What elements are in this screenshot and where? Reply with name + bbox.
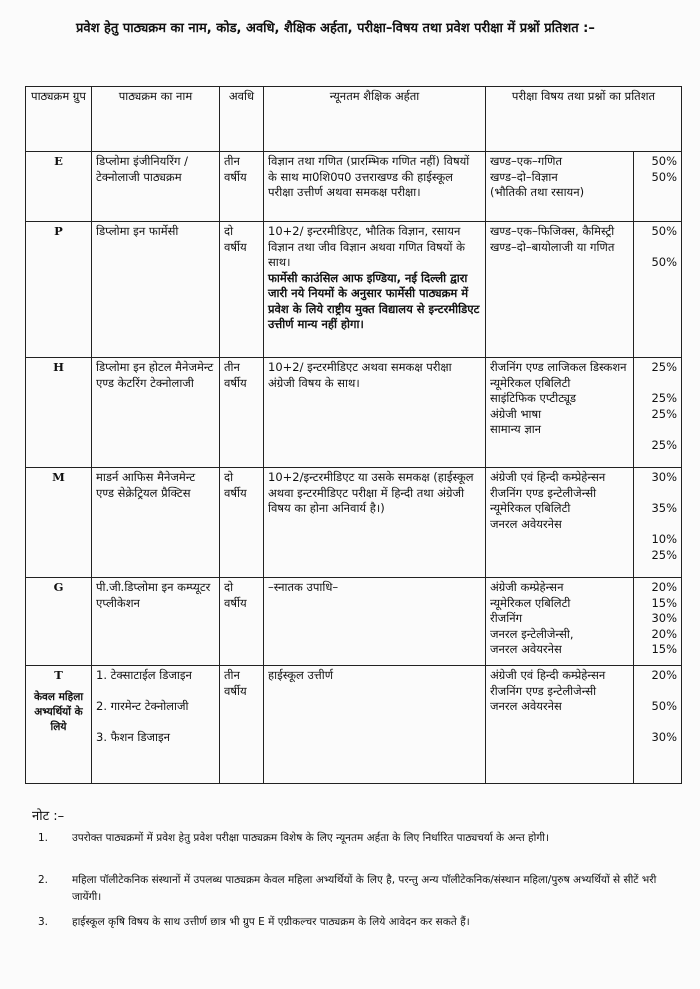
page-heading: प्रवेश हेतु पाठ्यक्रम का नाम, कोड, अवधि, शैक्षिक अर्हता, परीक्षा–विषय तथा प्रवेश परीक्षा में प्रश्नों प्रतिशत :– (76, 21, 595, 36)
header-duration: अवधि (220, 87, 264, 152)
exam-subjects-cell: अंग्रेजी एवं हिन्दी कम्प्रेहेन्सन रीजनिंग एण्ड इन्टेलीजेन्सी जनरल अवेयरनेस (486, 666, 634, 784)
note-number: 1. (38, 832, 49, 844)
qualification-text: 10+2/ इन्टरमीडिएट, भौतिक विज्ञान, रसायन विज्ञान तथा जीव विज्ञान अथवा गणित विषयों के साथ। (268, 224, 465, 269)
course-name-cell: डिप्लोमा इन फार्मेसी (92, 222, 220, 358)
exam-subjects-cell: रीजनिंग एण्ड लाजिकल डिस्कशन न्यूमेरिकल एबिलिटी साइंटिफिक एप्टीट्यूड अंग्रेजी भाषा सामान्य ज्ञान (486, 358, 634, 468)
qualification-cell (264, 468, 486, 578)
admission-table (25, 86, 682, 784)
note-number: 3. (38, 916, 49, 928)
percentage-cell: 50% 50% (634, 222, 682, 358)
note-item (38, 830, 683, 847)
duration-cell: तीन वर्षीय (220, 152, 264, 222)
qualification-cell (264, 666, 486, 784)
note-number: 2. (38, 874, 49, 886)
note-text: हाईस्कूल कृषि विषय के साथ उत्तीर्ण छात्र भी ग्रुप E में एग्रीकल्चर पाठ्यक्रम के लिये आवेदन कर सकते हैं। (72, 916, 470, 928)
group-code: H (53, 360, 64, 374)
group-code-cell (26, 468, 92, 578)
qualification-cell (264, 222, 486, 358)
table-row (26, 468, 682, 578)
note-item (38, 914, 683, 931)
group-code: E (54, 154, 63, 168)
note-text: महिला पॉलीटेकनिक संस्थानों में उपलब्ध पाठ्यक्रम केवल महिला अभ्यर्थियों के लिए है, परन्तु अन्य पॉलीटेकनिक/संस्थान महिला/पुरुष अभ्यर्थियों से सीटें भरी जायेंगी। (72, 874, 657, 903)
course-name-cell: 1. टेक्साटाईल डिजाइन 2. गारमेन्ट टेक्नोलाजी 3. फैशन डिजाइन (92, 666, 220, 784)
header-group: पाठ्यक्रम ग्रुप (26, 87, 92, 152)
group-code: P (54, 224, 63, 238)
qualification-text: 10+2/इन्टरमीडिएट या उसके समकक्ष (हाईस्कूल अथवा इन्टरमीडिएट परीक्षा में हिन्दी तथा अंग्रेजी विषय का होना अनिवार्य है।) (268, 470, 474, 515)
group-code-cell (26, 358, 92, 468)
qualification-text: –स्नातक उपाधि– (268, 580, 339, 594)
duration-cell: तीन वर्षीय (220, 358, 264, 468)
qualification-note: फार्मेसी काउंसिल आफ इण्डिया, नई दिल्ली द्वारा जारी नये नियमों के अनुसार फार्मेसी पाठ्यक्रम में प्रवेश के लिये राष्ट्रीय मुक्त विद्यालय से इन्टरमीडिएट उत्तीर्ण मान्य नहीं होगा। (268, 270, 480, 331)
table-header-row (26, 87, 682, 152)
percentage-cell: 20% 15% 30% 20% 15% (634, 578, 682, 666)
duration-cell: तीन वर्षीय (220, 666, 264, 784)
duration-cell: दो वर्षीय (220, 222, 264, 358)
qualification-text: हाईस्कूल उत्तीर्ण (268, 668, 334, 682)
course-name-cell: डिप्लोमा इन होटल मैनेजमेन्ट एण्ड केटरिंग टेक्नोलाजी (92, 358, 220, 468)
notes-heading: नोट :– (32, 809, 65, 824)
group-note: केवल महिला अभ्यर्थियों के लिये (33, 690, 84, 733)
course-name-cell: पी.जी.डिप्लोमा इन कम्प्यूटर एप्लीकेशन (92, 578, 220, 666)
duration-cell: दो वर्षीय (220, 468, 264, 578)
table-row (26, 358, 682, 468)
exam-subjects-cell: खण्ड–एक–फिजिक्स, कैमिस्ट्री खण्ड–दो–बायोलाजी या गणित (486, 222, 634, 358)
percentage-cell: 50% 50% (634, 152, 682, 222)
group-code: M (52, 470, 65, 484)
group-code-cell (26, 666, 92, 784)
group-code: G (53, 580, 64, 594)
qualification-cell (264, 358, 486, 468)
qualification-text: विज्ञान तथा गणित (प्रारम्भिक गणित नहीं) विषयों के साथ मा0शि0प0 उत्तराखण्ड की हाईस्कूल परीक्षा उत्तीर्ण अथवा समकक्ष परीक्षा। (268, 154, 470, 199)
duration-cell: दो वर्षीय (220, 578, 264, 666)
qualification-cell (264, 578, 486, 666)
qualification-text: 10+2/ इन्टरमीडिएट अथवा समकक्ष परीक्षा अंग्रेजी विषय के साथ। (268, 360, 452, 390)
header-qualification: न्यूनतम शैक्षिक अर्हता (264, 87, 486, 152)
table-row (26, 578, 682, 666)
header-course: पाठ्यक्रम का नाम (92, 87, 220, 152)
group-code-cell (26, 222, 92, 358)
group-code-cell (26, 578, 92, 666)
exam-subjects-cell: खण्ड–एक–गणित खण्ड–दो–विज्ञान (भौतिकी तथा रसायन) (486, 152, 634, 222)
note-item (38, 872, 683, 906)
course-name-cell: डिप्लोमा इंजीनियरिंग / टेक्नोलाजी पाठ्यक्रम (92, 152, 220, 222)
group-code: T (54, 668, 63, 682)
course-name-cell: माडर्न आफिस मैनेजमेन्ट एण्ड सेक्रेट्रियल प्रैक्टिस (92, 468, 220, 578)
note-text: उपरोक्त पाठ्यक्रमों में प्रवेश हेतु प्रवेश परीक्षा पाठ्यक्रम विशेष के लिए न्यूनतम अर्हता के लिए निर्धारित पाठ्यचर्या के अन्त होगी। (72, 832, 549, 844)
percentage-cell: 20% 50% 30% (634, 666, 682, 784)
exam-subjects-cell: अंग्रेजी एवं हिन्दी कम्प्रेहेन्सन रीजनिंग एण्ड इन्टेलीजेन्सी न्यूमेरिकल एबिलिटी जनरल अवेयरनेस (486, 468, 634, 578)
table-row (26, 152, 682, 222)
percentage-cell: 30% 35% 10% 25% (634, 468, 682, 578)
header-subjects: परीक्षा विषय तथा प्रश्नों का प्रतिशत (486, 87, 682, 152)
percentage-cell: 25% 25% 25% 25% (634, 358, 682, 468)
qualification-cell (264, 152, 486, 222)
exam-subjects-cell: अंग्रेजी कम्प्रेहेन्सन न्यूमेरिकल एबिलिटी रीजनिंग जनरल इन्टेलीजेन्सी, जनरल अवेयरनेस (486, 578, 634, 666)
table-row (26, 666, 682, 784)
group-code-cell (26, 152, 92, 222)
table-row (26, 222, 682, 358)
